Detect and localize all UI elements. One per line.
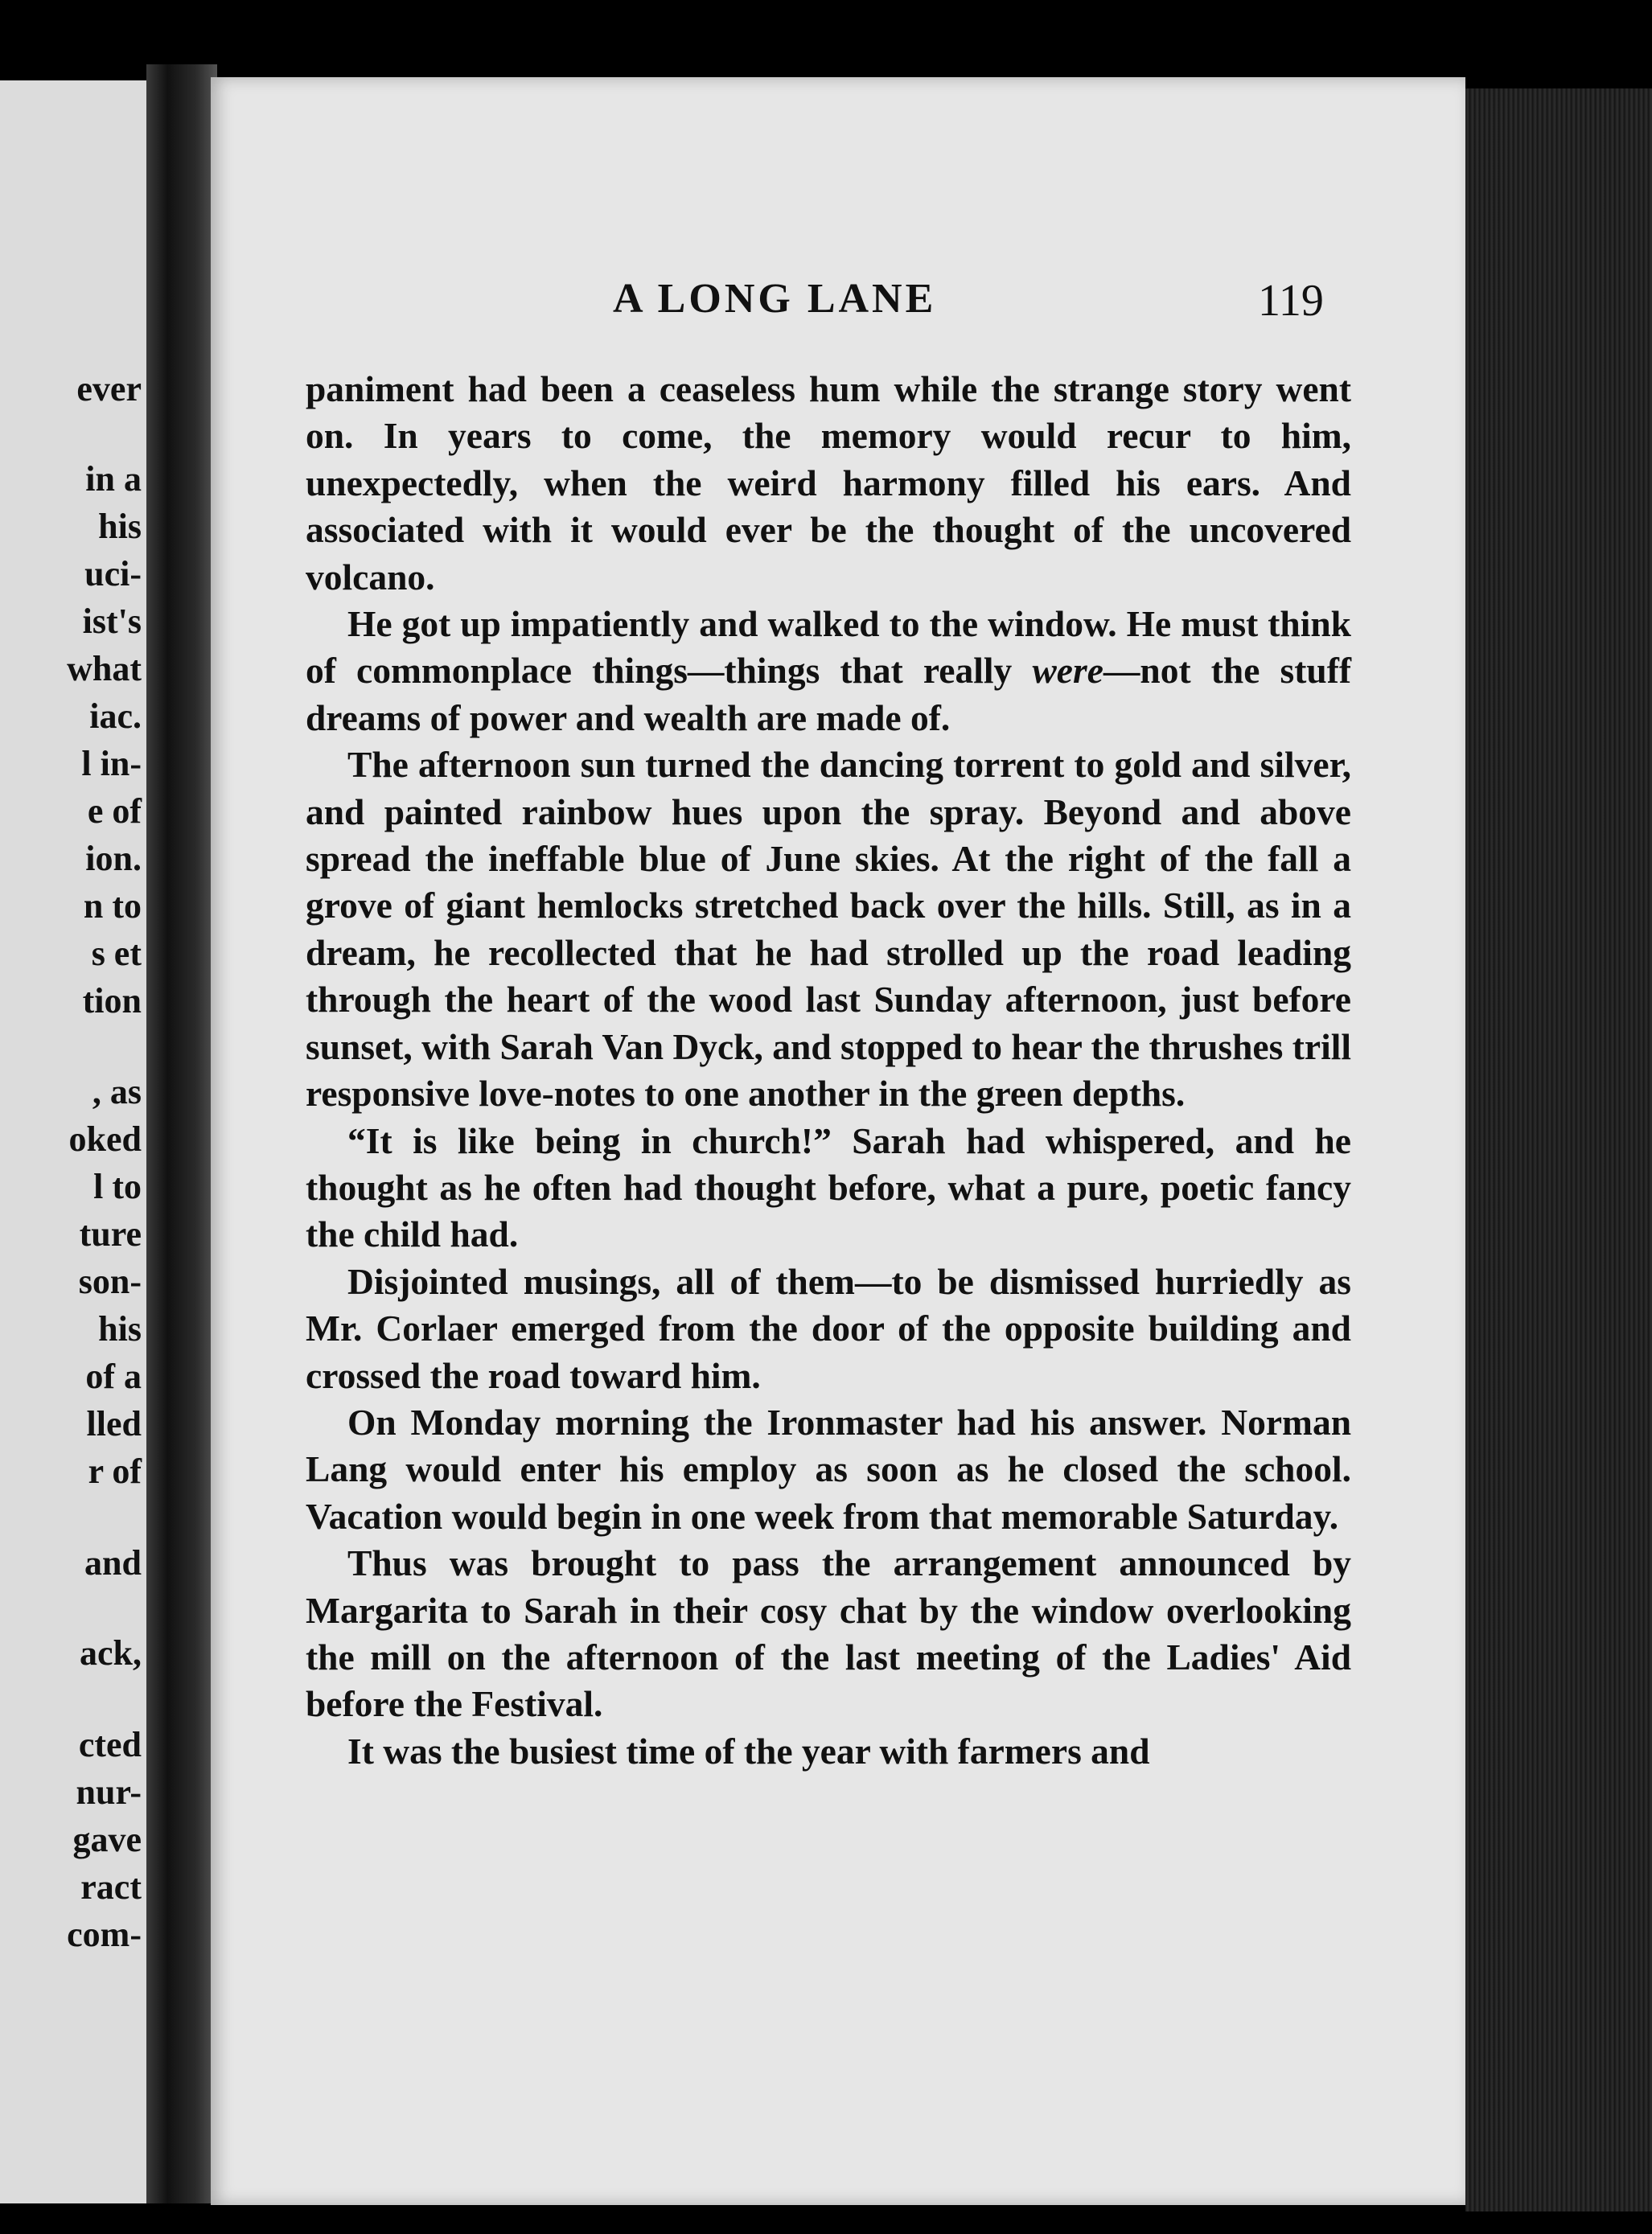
facing-line: oked [68, 1119, 142, 1159]
paragraph: “It is like being in church!” Sarah had whispered, and he thought as he often had thought before, what a pure, poetic fancy the child had. [306, 1119, 1351, 1255]
facing-line: s et [91, 934, 142, 973]
facing-line: l in- [81, 744, 142, 783]
facing-line: l to [93, 1167, 142, 1206]
paragraph: Disjointed musings, all of them—to be dismissed hurriedly as Mr. Corlaer emerged from the door of the opposite building and crossed the road toward him. [306, 1260, 1351, 1396]
facing-line: son- [78, 1262, 142, 1301]
facing-line: iac. [89, 696, 142, 736]
paragraph: paniment had been a ceaseless hum while the strange story went on. In years to come, the memory would recur to him, unexpectedly, when the weird harmony filled his ears. And associated with it would ever be the thought of the uncovered volcano. [306, 368, 1351, 598]
italic-word: were [1032, 650, 1103, 692]
running-head: A LONG LANE [613, 276, 937, 322]
facing-line: n to [83, 886, 142, 926]
paragraph: It was the busiest time of the year with farmers and [347, 1730, 1150, 1772]
facing-line: lled [86, 1404, 142, 1443]
facing-line: and [84, 1543, 142, 1583]
paragraph-text: He got up impatiently and walked to the window. He must think of commonplace things—things that really [306, 603, 1351, 692]
facing-line: ist's [82, 602, 142, 641]
facing-line: what [67, 649, 142, 688]
facing-line: of a [85, 1357, 142, 1396]
facing-line: gave [72, 1820, 142, 1859]
facing-line: tion [82, 981, 142, 1020]
facing-line: ack, [80, 1633, 142, 1673]
facing-line: e of [87, 791, 142, 831]
paragraph [306, 601, 1351, 741]
page-number: 119 [1258, 276, 1324, 326]
facing-line: r of [88, 1452, 142, 1491]
paragraph: The afternoon sun turned the dancing torrent to gold and silver, and painted rainbow hues upon the spray. Beyond and above spread the ineffable blue of June skies. At the right of the fall a grove of giant hemlocks stretched back over the hills. Still, as in a dream, he recollected that he had strolled up the road leading through the heart of the wood last Sunday afternoon, just before sunset, with Sarah Van Dyck, and stopped to hear the thrushes trill responsive love-notes to one another in the green depths. [306, 744, 1351, 1115]
body-text [306, 366, 1351, 1775]
facing-line: in a [85, 459, 142, 499]
page-edges [1465, 88, 1652, 2211]
book-gutter [146, 64, 217, 2203]
facing-line: ion. [85, 839, 142, 878]
facing-line: his [98, 507, 142, 546]
page-header [613, 275, 1337, 331]
facing-line: ract [80, 1867, 142, 1907]
paragraph-text: —not the stuff dreams of power and wealth are made of. [306, 650, 1351, 738]
facing-line: ever [76, 369, 142, 409]
facing-line: his [98, 1309, 142, 1349]
facing-page [0, 80, 146, 2203]
facing-line: uci- [84, 554, 142, 593]
facing-line: nur- [76, 1772, 142, 1812]
facing-line: , as [92, 1072, 142, 1111]
facing-line: com- [67, 1915, 142, 1954]
paragraph: Thus was brought to pass the arrangement announced by Margarita to Sarah in their cosy chat by the window overlooking the mill on the afternoon of the last meeting of the Ladies' Aid before the Festival. [306, 1542, 1351, 1725]
facing-line: cted [78, 1725, 142, 1764]
facing-line: ture [79, 1214, 142, 1254]
paragraph: On Monday morning the Ironmaster had his answer. Norman Lang would enter his employ as soon as he closed the school. Vacation would begin in one week from that memorable Saturday. [306, 1401, 1351, 1537]
